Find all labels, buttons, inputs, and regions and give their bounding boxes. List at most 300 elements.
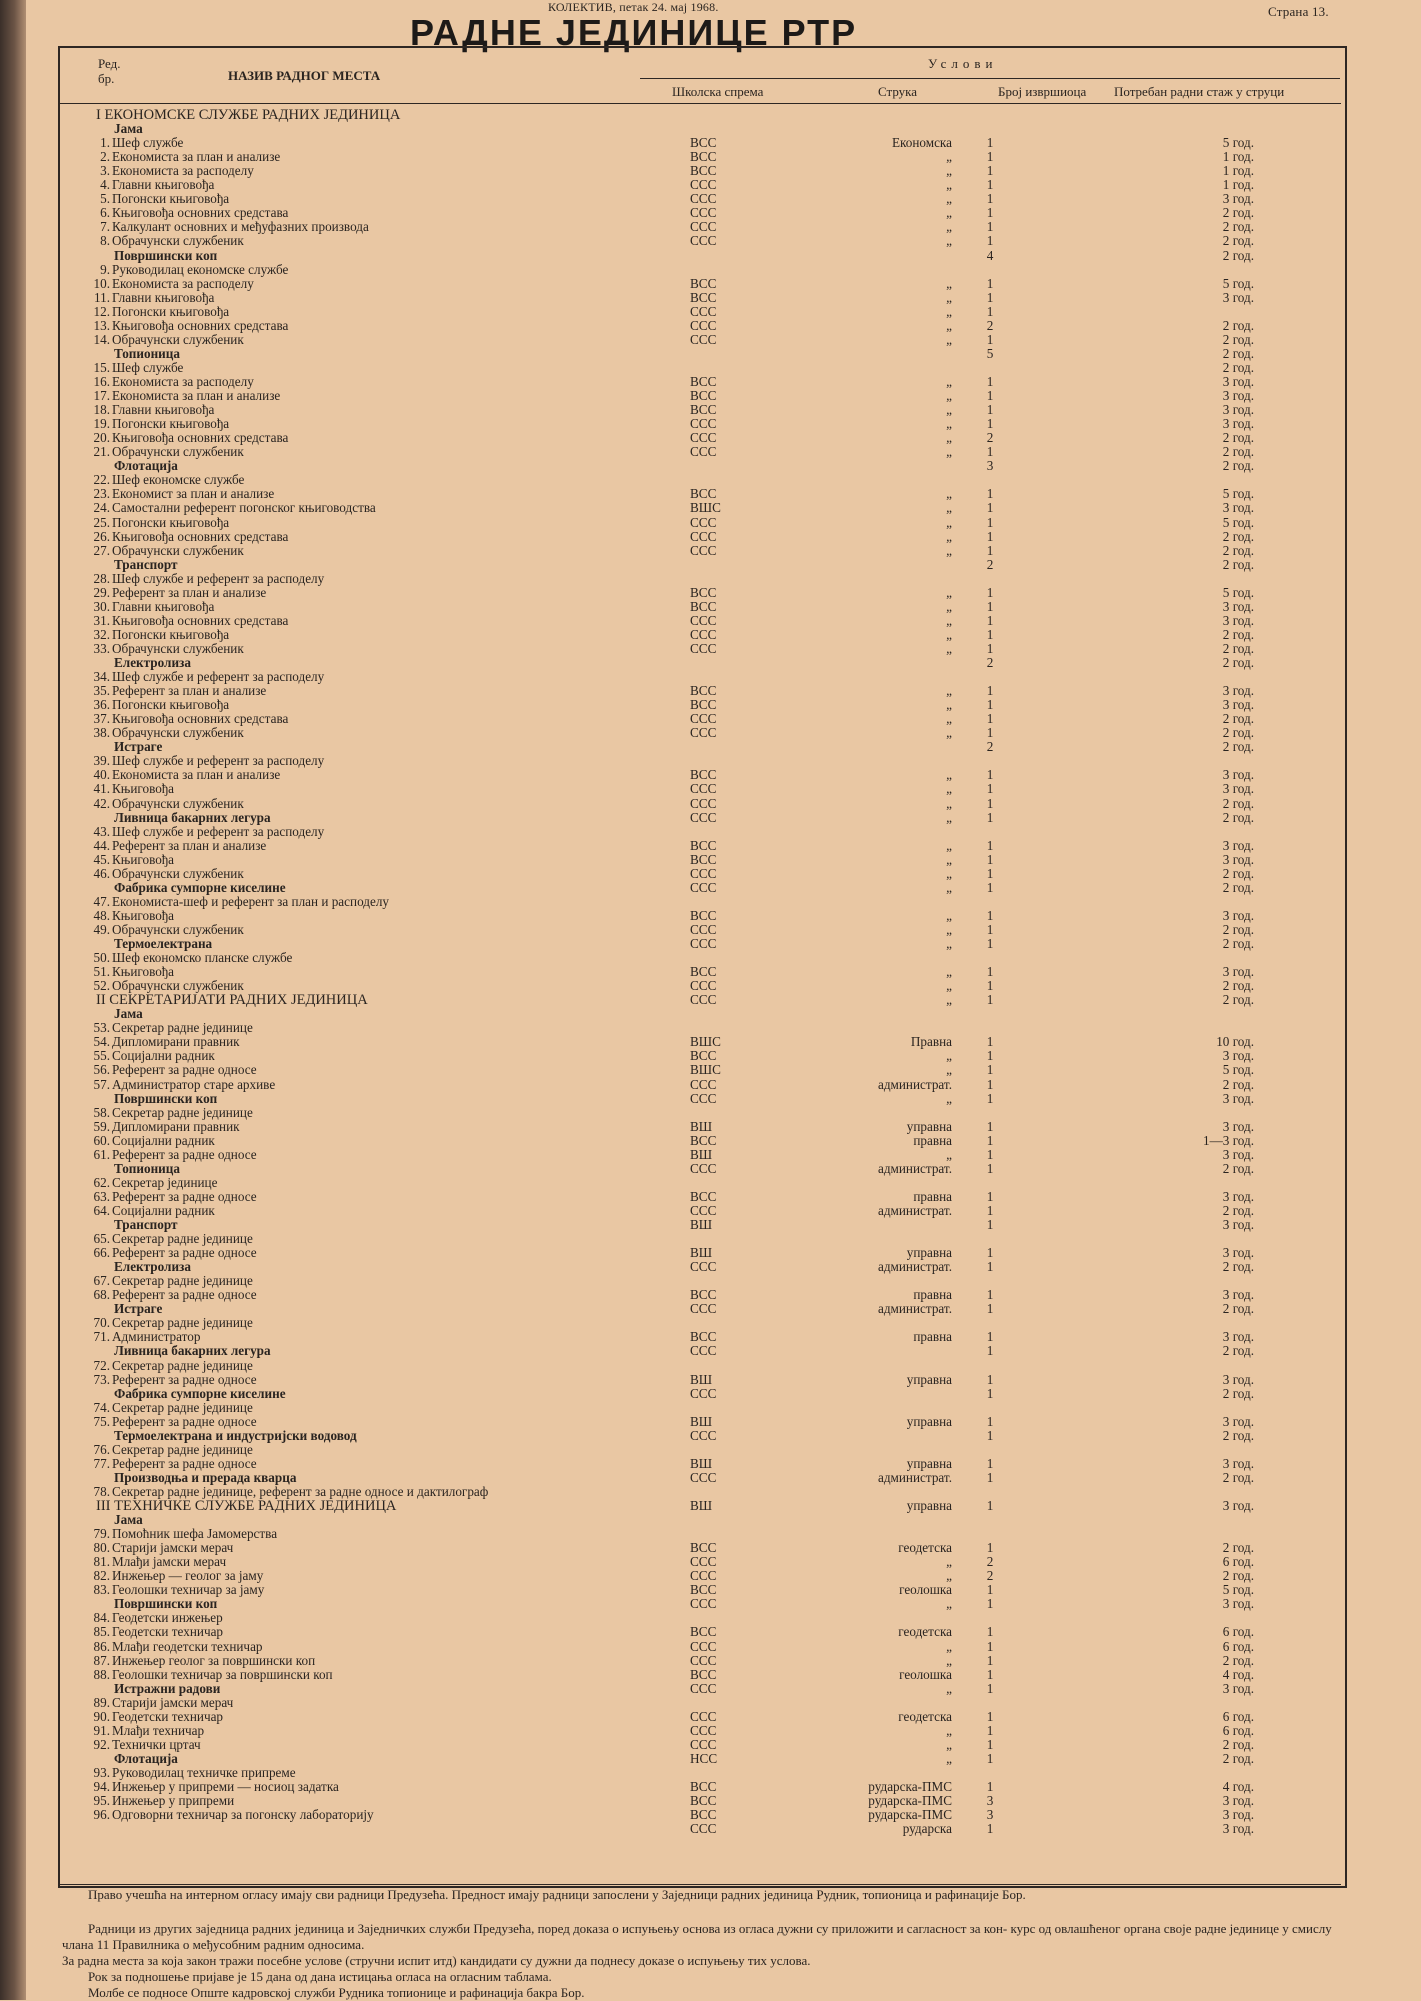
unit-heading-row bbox=[0, 1471, 1421, 1485]
worker-count: 1 bbox=[986, 921, 994, 937]
worker-count: 1 bbox=[986, 1821, 994, 1837]
position-row bbox=[0, 782, 1421, 796]
position-row bbox=[0, 1738, 1421, 1752]
row-number: 83. bbox=[93, 1582, 110, 1598]
field: „ bbox=[946, 331, 952, 347]
position-row bbox=[0, 375, 1421, 389]
field: геодетска bbox=[898, 1624, 952, 1640]
required-experience: 2 год. bbox=[1222, 1750, 1254, 1766]
field: „ bbox=[946, 191, 952, 207]
school-level: ВШ bbox=[690, 1413, 713, 1429]
worker-count: 1 bbox=[986, 1722, 994, 1738]
field: Правна bbox=[910, 1034, 952, 1050]
required-experience: 2 год. bbox=[1222, 331, 1254, 347]
field: „ bbox=[946, 486, 952, 502]
unit-heading-row bbox=[0, 122, 1421, 136]
school-level: ВСС bbox=[690, 289, 717, 305]
position-name: Инжењер у припреми — носиоц задатка bbox=[112, 1779, 339, 1794]
field: „ bbox=[946, 837, 952, 853]
row-number: 45. bbox=[93, 851, 110, 867]
required-experience: 10 год. bbox=[1216, 1034, 1254, 1050]
position-name: Шеф економско планске службе bbox=[112, 950, 293, 965]
required-experience: 2 год. bbox=[1222, 795, 1254, 811]
worker-count: 1 bbox=[986, 1245, 994, 1260]
worker-count: 1 bbox=[986, 275, 994, 291]
field: Економска bbox=[891, 135, 952, 151]
row-number: 90. bbox=[93, 1708, 110, 1724]
position-row bbox=[0, 178, 1421, 192]
required-experience: 6 год. bbox=[1222, 1708, 1254, 1724]
position-name: Секретар радне јединице bbox=[112, 1020, 253, 1036]
row-number: 13. bbox=[93, 317, 110, 333]
position-name: Главни књиговођа bbox=[112, 289, 215, 305]
unit-heading-row bbox=[0, 1682, 1421, 1696]
worker-count: 1 bbox=[986, 1413, 994, 1429]
required-experience: 2 год. bbox=[1222, 879, 1254, 895]
row-number: 37. bbox=[93, 711, 110, 727]
field: администрат. bbox=[877, 1076, 952, 1092]
worker-count: 1 bbox=[986, 978, 994, 994]
field: управна bbox=[906, 1498, 952, 1513]
row-number: 48. bbox=[93, 907, 110, 923]
position-name: Књиговођа bbox=[112, 907, 175, 923]
position-name: Погонски књиговођа bbox=[112, 626, 230, 642]
required-experience: 2 год. bbox=[1222, 359, 1254, 375]
footer-rule bbox=[60, 1884, 1341, 1885]
school-level: ССС bbox=[690, 233, 717, 249]
school-level: ССС bbox=[690, 936, 717, 951]
field: „ bbox=[946, 907, 952, 923]
position-name: Калкулант основних и међуфазних производа bbox=[112, 219, 369, 235]
row-number: 10. bbox=[93, 275, 110, 291]
position-name: Референт за план и анализе bbox=[112, 584, 267, 600]
required-experience: 2 год. bbox=[1222, 865, 1254, 881]
required-experience: 3 год. bbox=[1222, 1118, 1254, 1134]
worker-count: 1 bbox=[986, 626, 994, 642]
field: рударска-ПМС bbox=[868, 1793, 952, 1808]
school-level: ВСС bbox=[690, 1793, 717, 1808]
row-number: 12. bbox=[93, 303, 110, 319]
field: правна bbox=[913, 1188, 952, 1204]
position-row bbox=[0, 136, 1421, 150]
position-name: II СЕКРЕТАРИЈАТИ РАДНИХ ЈЕДИНИЦА bbox=[96, 992, 368, 1009]
row-number: 36. bbox=[93, 697, 110, 713]
position-row bbox=[0, 305, 1421, 319]
row-number: 67. bbox=[93, 1273, 110, 1289]
position-row bbox=[0, 979, 1421, 993]
position-row bbox=[0, 754, 1421, 768]
position-name: Обрачунски службеник bbox=[112, 233, 244, 249]
position-row bbox=[0, 445, 1421, 459]
worker-count: 1 bbox=[986, 879, 994, 895]
school-level: ВСС bbox=[690, 837, 717, 853]
unit-heading-row bbox=[0, 1513, 1421, 1527]
worker-count: 1 bbox=[986, 205, 994, 221]
school-level: ВСС bbox=[690, 135, 717, 151]
row-number: 16. bbox=[93, 373, 110, 389]
row-number: 38. bbox=[93, 725, 110, 741]
position-name: Погонски књиговођа bbox=[112, 416, 230, 432]
position-name: Социјални радник bbox=[112, 1202, 215, 1218]
row-number: 76. bbox=[93, 1441, 110, 1457]
position-name: Шеф службе и референт за расподелу bbox=[112, 669, 325, 684]
position-row bbox=[0, 220, 1421, 234]
position-row bbox=[0, 431, 1421, 445]
position-name: Књиговођа bbox=[112, 964, 175, 980]
worker-count: 2 bbox=[986, 1554, 994, 1570]
position-row bbox=[0, 586, 1421, 600]
position-name: Књиговођа основних средстава bbox=[112, 430, 289, 446]
worker-count: 1 bbox=[986, 1146, 994, 1162]
school-level: ВСС bbox=[690, 1779, 717, 1794]
position-name: Термоелектрана и индустријски водовод bbox=[114, 1427, 357, 1443]
field: рударска-ПМС bbox=[868, 1779, 952, 1794]
position-name: Електролиза bbox=[114, 655, 191, 670]
position-name: Геодетски инжењер bbox=[112, 1610, 223, 1626]
position-row bbox=[0, 867, 1421, 881]
required-experience: 2 год. bbox=[1222, 1202, 1254, 1218]
row-number: 28. bbox=[93, 570, 110, 586]
worker-count: 1 bbox=[986, 697, 994, 713]
position-name: Погонски књиговођа bbox=[112, 697, 230, 713]
worker-count: 1 bbox=[986, 1385, 994, 1401]
required-experience: 3 год. bbox=[1222, 1793, 1254, 1808]
required-experience: 2 год. bbox=[1222, 739, 1254, 755]
required-experience: 2 год. bbox=[1222, 556, 1254, 572]
worker-count: 3 bbox=[986, 1807, 994, 1823]
school-level: ССС bbox=[690, 612, 717, 628]
worker-count: 1 bbox=[986, 416, 994, 432]
worker-count: 1 bbox=[986, 936, 994, 951]
worker-count: 1 bbox=[986, 1048, 994, 1064]
position-name: Истраге bbox=[114, 739, 163, 755]
row-number: 24. bbox=[93, 500, 110, 516]
row-number: 40. bbox=[93, 767, 110, 783]
unit-heading-row bbox=[0, 1387, 1421, 1401]
row-number: 27. bbox=[93, 542, 110, 558]
position-name: Обрачунски службеник bbox=[112, 921, 244, 937]
worker-count: 1 bbox=[986, 711, 994, 727]
field: управна bbox=[906, 1455, 952, 1471]
position-row bbox=[0, 895, 1421, 909]
row-number: 43. bbox=[93, 823, 110, 839]
school-level: ВСС bbox=[690, 149, 717, 165]
required-experience: 5 год. bbox=[1222, 514, 1254, 530]
field: „ bbox=[946, 767, 952, 783]
required-experience: 2 год. bbox=[1222, 458, 1254, 474]
position-name: Секретар радне јединице bbox=[112, 1315, 253, 1331]
position-name: Површински коп bbox=[114, 1090, 218, 1106]
row-number: 29. bbox=[93, 584, 110, 600]
position-row bbox=[0, 1710, 1421, 1724]
row-number: 79. bbox=[93, 1526, 110, 1542]
required-experience: 3 год. bbox=[1222, 1188, 1254, 1204]
worker-count: 1 bbox=[986, 1329, 994, 1345]
position-row bbox=[0, 1696, 1421, 1710]
position-row bbox=[0, 1654, 1421, 1668]
required-experience: 2 год. bbox=[1222, 992, 1254, 1008]
position-row bbox=[0, 1063, 1421, 1077]
row-number: 93. bbox=[93, 1764, 110, 1780]
required-experience: 4 год. bbox=[1222, 1779, 1254, 1794]
required-experience: 3 год. bbox=[1222, 416, 1254, 432]
field: „ bbox=[946, 1680, 952, 1696]
position-name: Топионица bbox=[114, 345, 180, 361]
position-row bbox=[0, 516, 1421, 530]
row-number: 30. bbox=[93, 598, 110, 614]
position-name: Фабрика сумпорне киселине bbox=[114, 1385, 286, 1401]
field: правна bbox=[913, 1132, 952, 1148]
field: администрат. bbox=[877, 1160, 952, 1176]
required-experience: 3 год. bbox=[1222, 964, 1254, 980]
worker-count: 1 bbox=[986, 163, 994, 179]
field: „ bbox=[946, 640, 952, 656]
worker-count: 1 bbox=[986, 1455, 994, 1471]
position-row bbox=[0, 1316, 1421, 1330]
unit-heading-row bbox=[0, 1260, 1421, 1274]
field: „ bbox=[946, 978, 952, 994]
footer-paragraph-2: Радници из других заједница радних јединица и Заједничких служби Предузећа, поред доказа о испуњењу основа из огласа дужни су приложити и сагласност за кон- курс од овлашћеног органа своје радне јединице у смислу члана 11 Правилника о међусобним радним односима. bbox=[62, 1921, 1332, 1952]
field: „ bbox=[946, 1652, 952, 1668]
position-row bbox=[0, 206, 1421, 220]
position-name: Референт за радне односе bbox=[112, 1062, 257, 1078]
row-number: 47. bbox=[93, 893, 110, 909]
school-level: ССС bbox=[690, 514, 717, 530]
required-experience: 3 год. bbox=[1222, 1329, 1254, 1345]
worker-count: 1 bbox=[986, 1638, 994, 1654]
school-level: ВСС bbox=[690, 1807, 717, 1823]
position-name: Секретар радне јединице bbox=[112, 1231, 253, 1246]
row-number: 20. bbox=[93, 430, 110, 446]
school-level: ВСС bbox=[690, 1329, 717, 1345]
position-name: Шеф службе bbox=[112, 359, 184, 375]
position-row bbox=[0, 923, 1421, 937]
school-level: ССС bbox=[690, 795, 717, 811]
school-level: ССС bbox=[690, 1385, 717, 1401]
row-number: 65. bbox=[93, 1231, 110, 1246]
school-level: ССС bbox=[690, 1652, 717, 1668]
row-number: 44. bbox=[93, 837, 110, 853]
worker-count: 1 bbox=[986, 1708, 994, 1724]
required-experience: 3 год. bbox=[1222, 837, 1254, 853]
school-level: ВСС bbox=[690, 598, 717, 614]
position-name: Економиста за план и анализе bbox=[112, 149, 281, 165]
school-level: ВСС bbox=[690, 1666, 717, 1682]
school-level: ССС bbox=[690, 542, 717, 558]
school-level: ССС bbox=[690, 191, 717, 207]
position-name: Обрачунски службеник bbox=[112, 640, 244, 656]
required-experience: 3 год. bbox=[1222, 191, 1254, 207]
unit-heading-row bbox=[0, 1344, 1421, 1358]
col-field-header: Струка bbox=[878, 84, 918, 99]
row-number: 31. bbox=[93, 612, 110, 628]
position-row bbox=[0, 1485, 1421, 1499]
field: управна bbox=[906, 1413, 952, 1429]
worker-count: 1 bbox=[986, 683, 994, 699]
position-name: Старији јамски мерач bbox=[112, 1540, 234, 1556]
position-row bbox=[0, 1625, 1421, 1639]
required-experience: 3 год. bbox=[1222, 907, 1254, 923]
school-level: ВСС bbox=[690, 697, 717, 713]
position-row bbox=[0, 164, 1421, 178]
position-name: Погонски књиговођа bbox=[112, 514, 230, 530]
worker-count: 1 bbox=[986, 1202, 994, 1218]
position-row bbox=[0, 1106, 1421, 1120]
school-level: ВСС bbox=[690, 907, 717, 923]
school-level: ВШ bbox=[690, 1371, 713, 1387]
required-experience: 2 год. bbox=[1222, 528, 1254, 544]
field: „ bbox=[946, 388, 952, 403]
required-experience: 3 год. bbox=[1222, 697, 1254, 713]
field: „ bbox=[946, 598, 952, 614]
position-row bbox=[0, 1443, 1421, 1457]
position-name: Социјални радник bbox=[112, 1048, 215, 1064]
unit-heading-row bbox=[0, 811, 1421, 825]
required-experience: 2 год. bbox=[1222, 1301, 1254, 1317]
row-number: 32. bbox=[93, 626, 110, 642]
required-experience: 5 год. bbox=[1222, 1062, 1254, 1078]
school-level: ВСС bbox=[690, 275, 717, 291]
school-level: ССС bbox=[690, 711, 717, 727]
field: управна bbox=[906, 1371, 952, 1387]
position-name: Секретар радне јединице bbox=[112, 1273, 253, 1289]
required-experience: 2 год. bbox=[1222, 1076, 1254, 1092]
field: правна bbox=[913, 1329, 952, 1345]
worker-count: 1 bbox=[986, 373, 994, 389]
row-number: 57. bbox=[93, 1076, 110, 1092]
worker-count: 1 bbox=[986, 1090, 994, 1106]
position-name: Шеф службе и референт за расподелу bbox=[112, 570, 325, 586]
field: „ bbox=[946, 795, 952, 811]
worker-count: 1 bbox=[986, 303, 994, 319]
field: „ bbox=[946, 851, 952, 867]
worker-count: 1 bbox=[986, 1736, 994, 1752]
worker-count: 1 bbox=[986, 781, 994, 797]
required-experience: 3 год. bbox=[1222, 1821, 1254, 1837]
position-row bbox=[0, 319, 1421, 333]
row-number: 17. bbox=[93, 388, 110, 403]
field: управна bbox=[906, 1118, 952, 1134]
school-level: ВШ bbox=[690, 1118, 713, 1134]
row-number: 62. bbox=[93, 1174, 110, 1190]
worker-count: 1 bbox=[986, 191, 994, 207]
required-experience: 2 год. bbox=[1222, 345, 1254, 361]
row-number: 26. bbox=[93, 528, 110, 544]
worker-count: 1 bbox=[986, 1062, 994, 1078]
school-level: ССС bbox=[690, 879, 717, 895]
row-number: 91. bbox=[93, 1722, 110, 1738]
required-experience: 2 год. bbox=[1222, 1427, 1254, 1443]
position-row bbox=[0, 1120, 1421, 1134]
position-name: Референт за радне односе bbox=[112, 1413, 257, 1429]
unit-heading-row bbox=[0, 1092, 1421, 1106]
required-experience: 3 год. bbox=[1222, 683, 1254, 699]
field: „ bbox=[946, 275, 952, 291]
school-level: ВСС bbox=[690, 1188, 717, 1204]
required-experience: 3 год. bbox=[1222, 1146, 1254, 1162]
school-level: ВСС bbox=[690, 373, 717, 389]
worker-count: 2 bbox=[986, 655, 994, 670]
field: управна bbox=[906, 1245, 952, 1260]
position-row bbox=[0, 234, 1421, 248]
col-conditions-header: Услови bbox=[928, 56, 998, 71]
row-number: 56. bbox=[93, 1062, 110, 1078]
worker-count: 1 bbox=[986, 444, 994, 460]
section-heading-row bbox=[0, 108, 1421, 122]
school-level: ВСС bbox=[690, 851, 717, 867]
position-row bbox=[0, 1204, 1421, 1218]
required-experience: 1 год. bbox=[1222, 177, 1254, 193]
school-level: ВСС bbox=[690, 388, 717, 403]
worker-count: 1 bbox=[986, 528, 994, 544]
field: администрат. bbox=[877, 1202, 952, 1218]
col-num-top: Ред. bbox=[98, 56, 121, 71]
row-number: 59. bbox=[93, 1118, 110, 1134]
row-number: 52. bbox=[93, 978, 110, 994]
row-number: 21. bbox=[93, 444, 110, 460]
school-level: ВСС bbox=[690, 163, 717, 179]
position-name: Производња и прерада кварца bbox=[114, 1469, 297, 1485]
worker-count: 1 bbox=[986, 289, 994, 305]
field: геолошка bbox=[899, 1582, 952, 1598]
row-number: 49. bbox=[93, 921, 110, 937]
worker-count: 1 bbox=[986, 1469, 994, 1485]
position-row bbox=[0, 1246, 1421, 1260]
school-level: ВШ bbox=[690, 1217, 713, 1232]
row-number: 1. bbox=[100, 135, 110, 151]
worker-count: 1 bbox=[986, 1160, 994, 1176]
worker-count: 1 bbox=[986, 542, 994, 558]
row-number: 4. bbox=[100, 177, 110, 193]
position-row bbox=[0, 544, 1421, 558]
position-name: Књиговођа основних средстава bbox=[112, 612, 289, 628]
position-name: Ливница бакарних легура bbox=[114, 809, 271, 825]
row-number: 23. bbox=[93, 486, 110, 502]
required-experience: 3 год. bbox=[1222, 1090, 1254, 1106]
school-level: ВСС bbox=[690, 767, 717, 783]
school-level: ССС bbox=[690, 1568, 717, 1584]
position-name: Главни књиговођа bbox=[112, 402, 215, 418]
position-row bbox=[0, 1640, 1421, 1654]
row-number: 87. bbox=[93, 1652, 110, 1668]
row-number: 19. bbox=[93, 416, 110, 432]
school-level: ВСС bbox=[690, 486, 717, 502]
required-experience: 2 год. bbox=[1222, 317, 1254, 333]
worker-count: 2 bbox=[986, 739, 994, 755]
position-name: Секретар радне јединице bbox=[112, 1104, 253, 1120]
school-level: ВШ bbox=[690, 1146, 713, 1162]
field: „ bbox=[946, 1750, 952, 1766]
page-title: РАДНЕ ЈЕДИНИЦЕ РТР bbox=[410, 12, 858, 53]
position-name: Секретар радне јединице bbox=[112, 1399, 253, 1415]
position-row bbox=[0, 614, 1421, 628]
required-experience: 2 год. bbox=[1222, 219, 1254, 235]
field: геодетска bbox=[898, 1708, 952, 1724]
school-level: ССС bbox=[690, 317, 717, 333]
unit-heading-row bbox=[0, 1302, 1421, 1316]
position-name: Флотација bbox=[114, 1750, 178, 1766]
position-row bbox=[0, 1822, 1421, 1836]
worker-count: 1 bbox=[986, 331, 994, 347]
position-name: Инжењер — геолог за јаму bbox=[112, 1568, 264, 1584]
required-experience: 3 год. bbox=[1222, 373, 1254, 389]
position-name: Секретар радне јединице bbox=[112, 1441, 253, 1457]
required-experience: 3 год. bbox=[1222, 1245, 1254, 1260]
worker-count: 1 bbox=[986, 135, 994, 151]
position-name: Старији јамски мерач bbox=[112, 1694, 234, 1710]
worker-count: 1 bbox=[986, 1287, 994, 1303]
position-name: Администратор старе архиве bbox=[112, 1076, 276, 1092]
